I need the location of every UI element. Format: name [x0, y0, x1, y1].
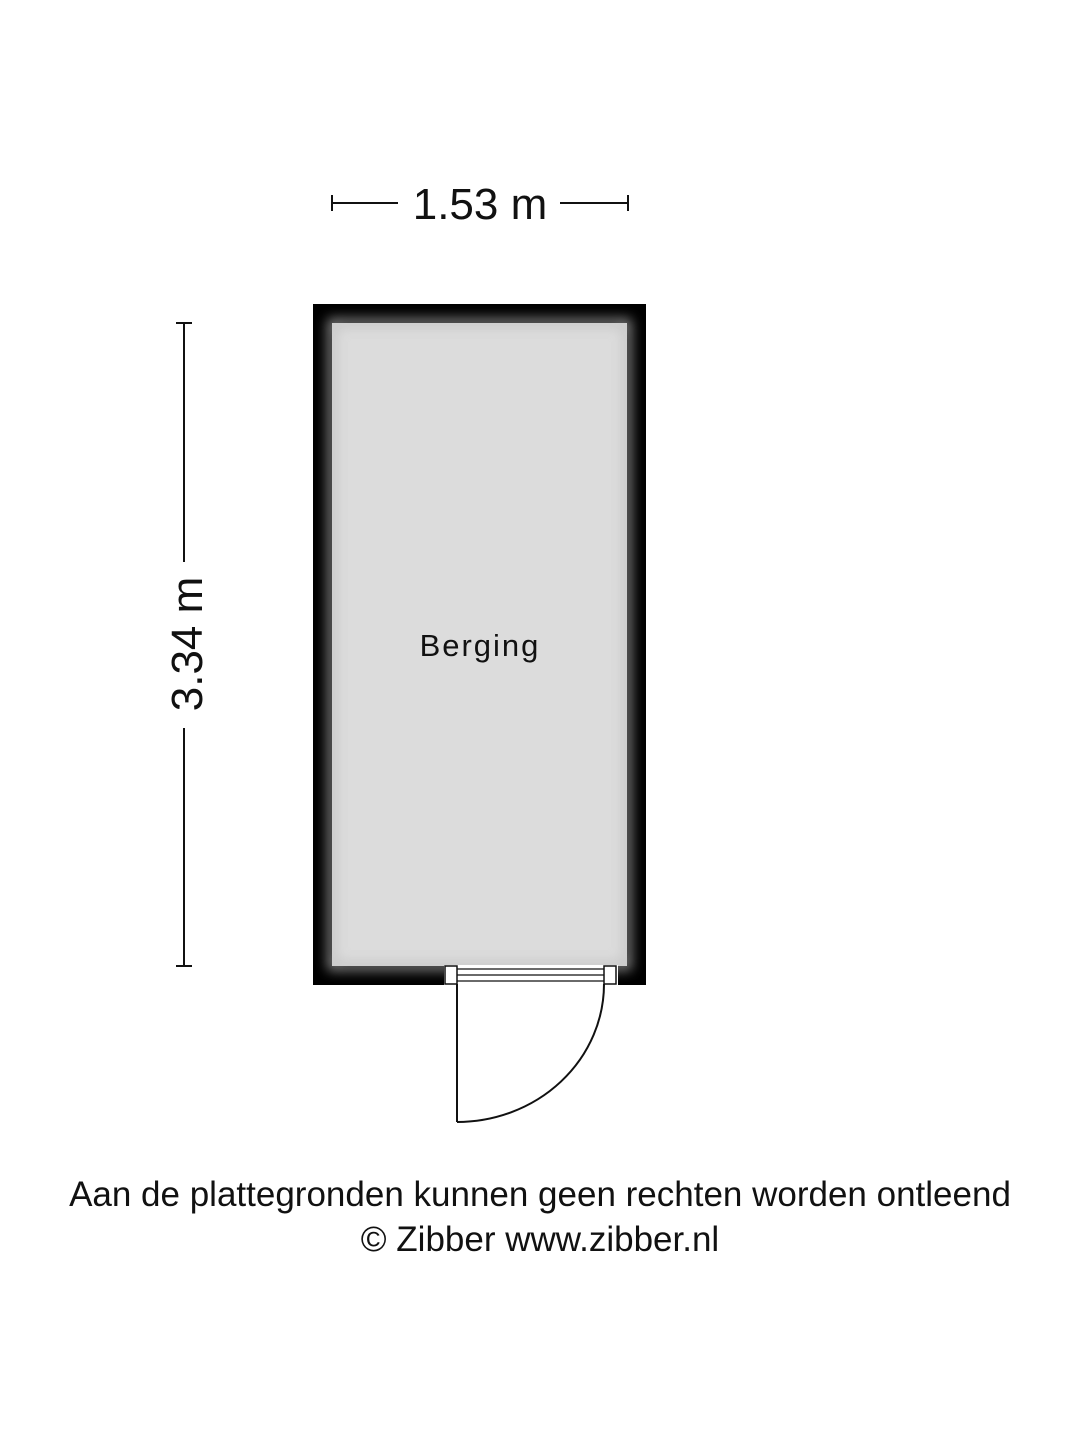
room-berging [313, 304, 646, 985]
door-jamb-left [445, 966, 457, 984]
copyright-text: © Zibber www.zibber.nl [360, 1220, 720, 1259]
height-dimension-label: 3.34 m [163, 576, 212, 712]
door-jamb-right [604, 966, 616, 984]
door [444, 965, 618, 1122]
room-label: Berging [419, 628, 541, 663]
door-swing-arc [457, 984, 604, 1122]
height-dimension [163, 323, 212, 966]
width-dimension-label: 1.53 m [412, 180, 548, 229]
disclaimer-text: Aan de plattegronden kunnen geen rechten worden ontleend [69, 1175, 1011, 1214]
width-dimension [332, 180, 628, 229]
